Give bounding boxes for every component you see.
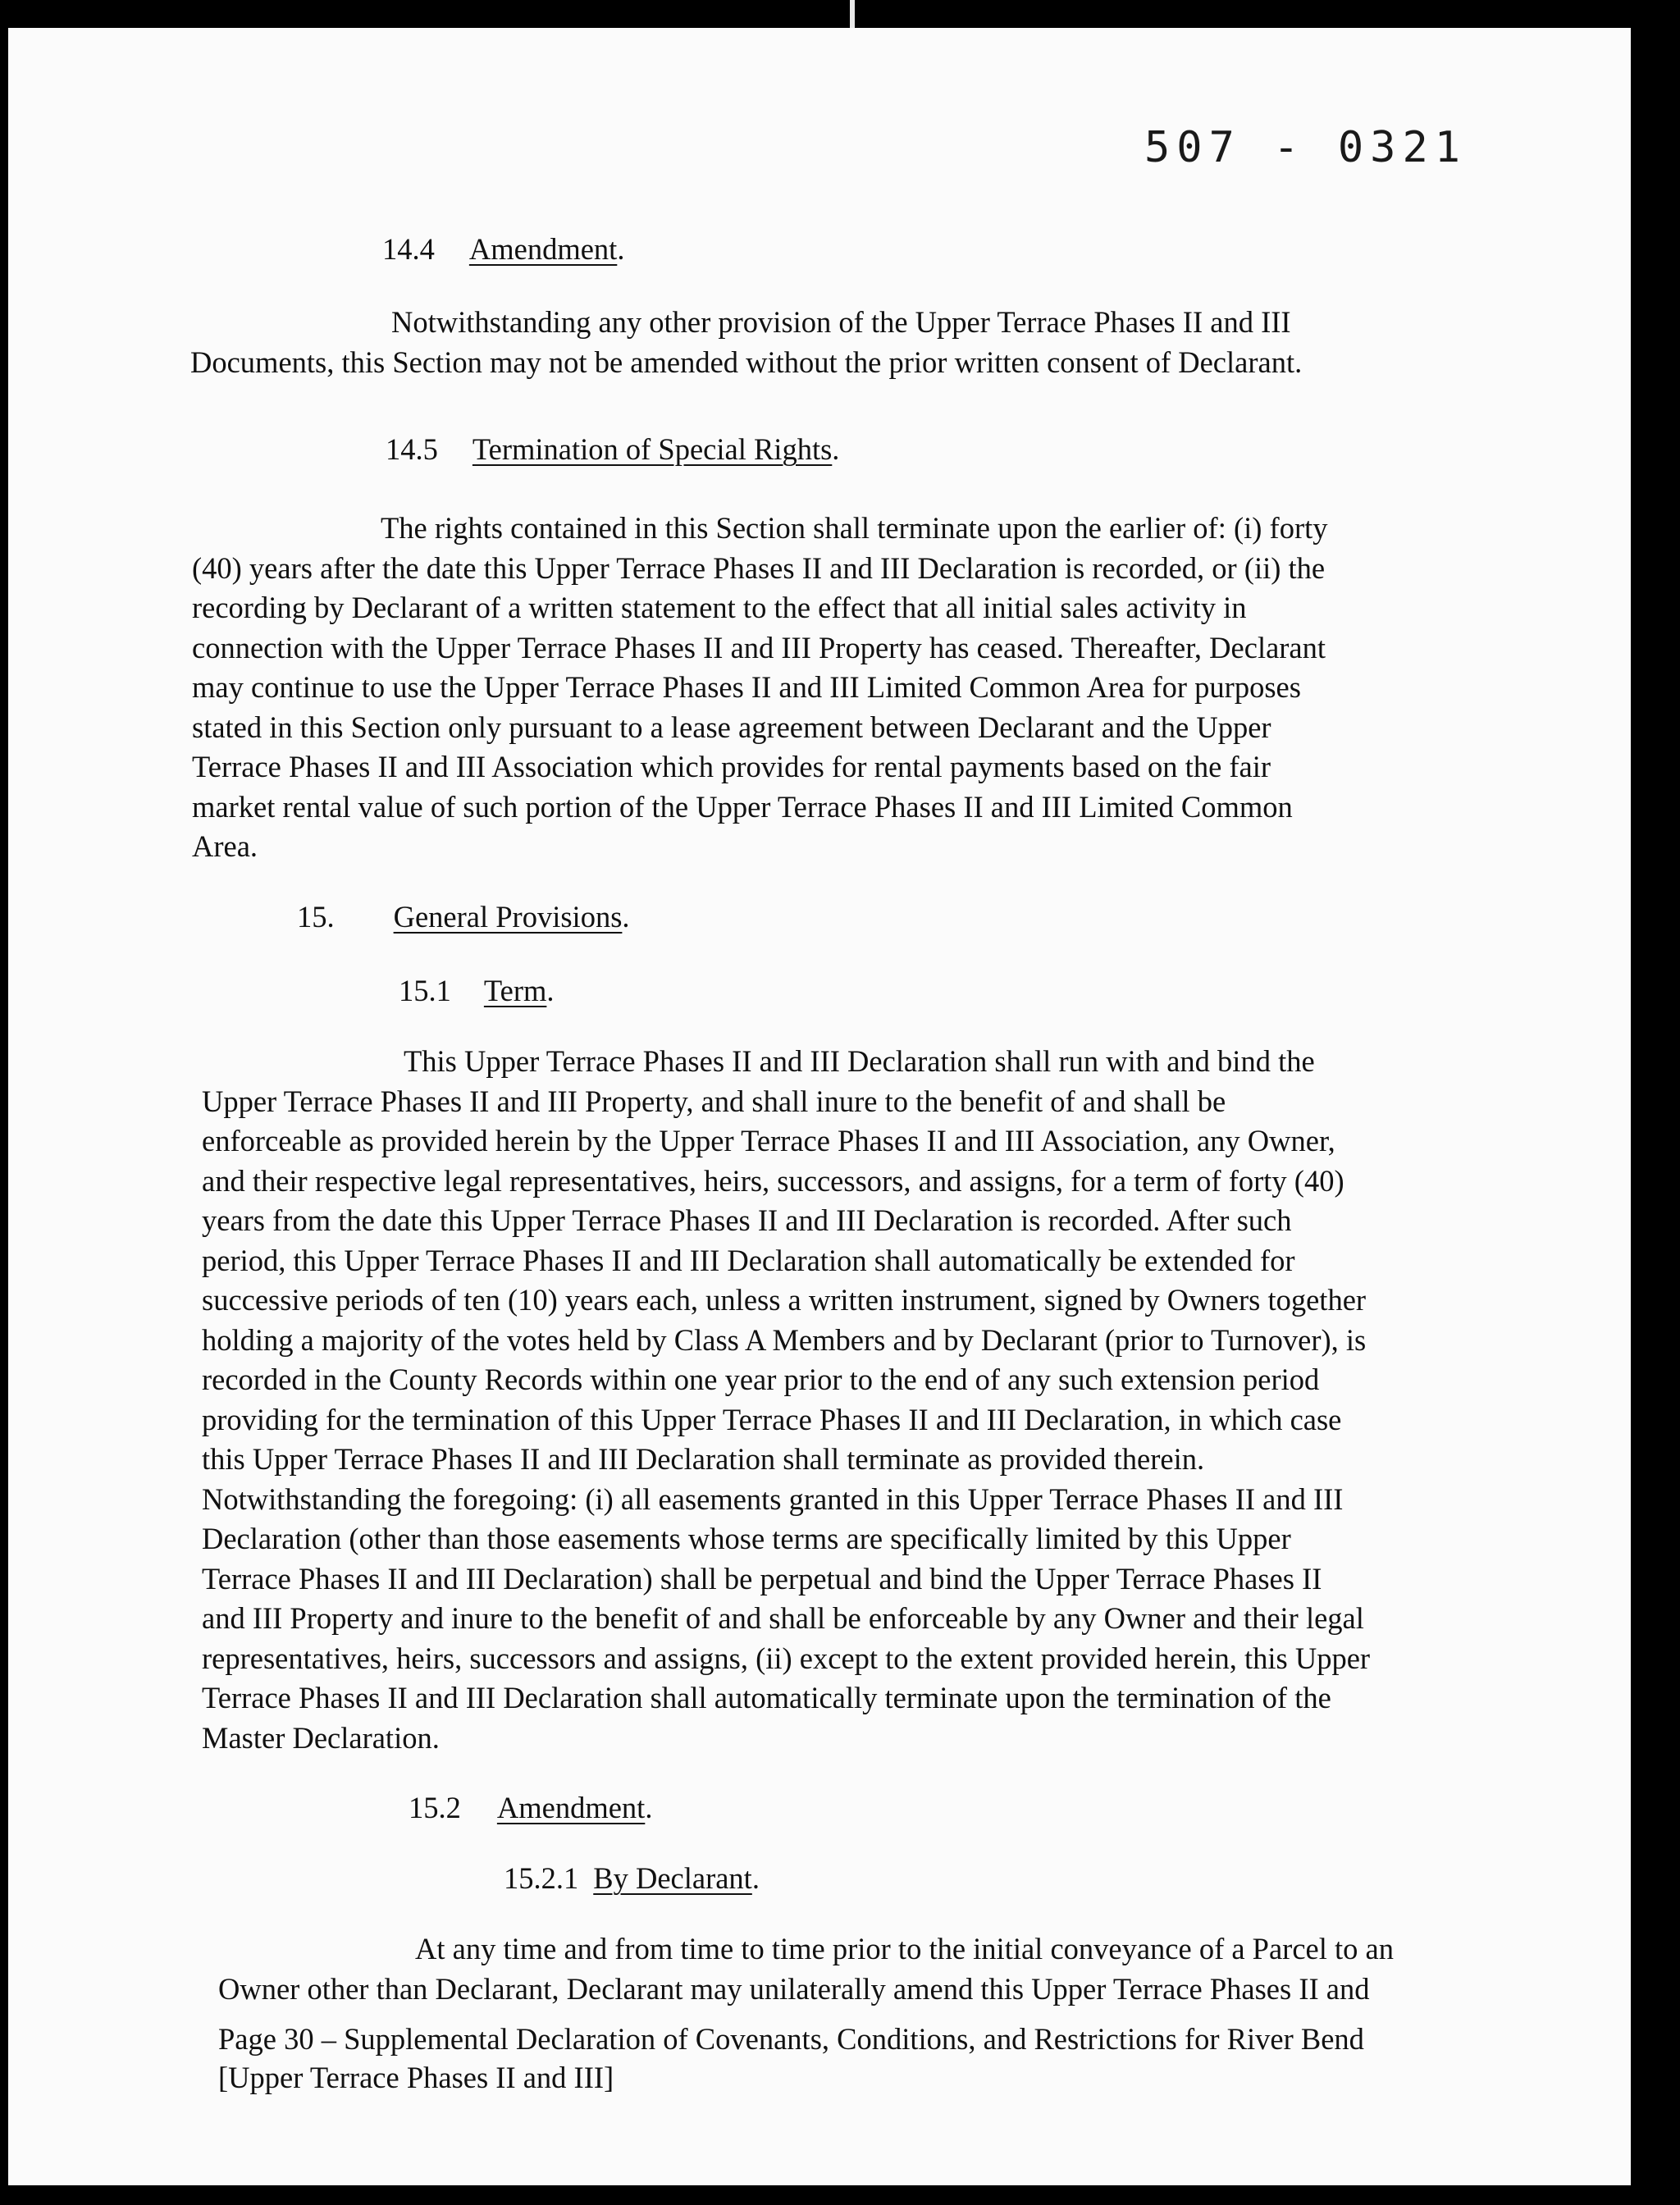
paragraph-line: Notwithstanding any other provision of the Upper Terrace Phases II and III xyxy=(391,305,1291,339)
section-15-2-heading xyxy=(409,1788,652,1828)
heading-suffix: . xyxy=(546,974,555,1007)
paragraph-line: Owner other than Declarant, Declarant may unilaterally amend this Upper Terrace Phases II and xyxy=(218,1971,1370,2006)
paragraph-line: connection with the Upper Terrace Phases II and III Property has ceased. Thereafter, Declarant xyxy=(192,630,1326,664)
paragraph-line: recorded in the County Records within one year prior to the end of any such extension period xyxy=(202,1363,1320,1396)
paragraph-line: successive periods of ten (10) years each, unless a written instrument, signed by Owners together xyxy=(202,1283,1367,1317)
paragraph-line: and III Property and inure to the benefit of and shall be enforceable by any Owner and their legal xyxy=(202,1601,1364,1635)
heading-suffix: . xyxy=(832,432,840,466)
heading-title: Termination of Special Rights xyxy=(472,432,833,466)
heading-title: Amendment xyxy=(496,1791,646,1824)
paragraph-line: Master Declaration. xyxy=(202,1720,440,1755)
section-14-5-heading xyxy=(386,430,839,470)
paragraph-line: Notwithstanding the foregoing: (i) all easements granted in this Upper Terrace Phases II and III xyxy=(202,1481,1344,1516)
section-15-2-1-paragraph xyxy=(218,1929,1394,2009)
paragraph-line: This Upper Terrace Phases II and III Declaration shall run with and bind the xyxy=(404,1044,1315,1078)
paragraph-line: recording by Declarant of a written statement to the effect that all initial sales activity in xyxy=(192,591,1247,624)
paragraph-line: market rental value of such portion of the Upper Terrace Phases II and III Limited Common xyxy=(192,789,1293,824)
heading-number: 14.4 xyxy=(382,232,435,266)
heading-number: 15. xyxy=(297,900,335,934)
paragraph-line: Documents, this Section may not be amended without the prior written consent of Declarant. xyxy=(190,345,1303,379)
heading-number: 15.2.1 xyxy=(504,1861,579,1895)
paragraph-line: Area. xyxy=(192,829,258,863)
scan-bottom-border xyxy=(0,2185,1680,2205)
heading-suffix: . xyxy=(645,1791,653,1824)
section-15-2-1-heading xyxy=(504,1859,760,1899)
footer-line: Page 30 – Supplemental Declaration of Covenants, Conditions, and Restrictions for River Bend xyxy=(218,2022,1364,2056)
paragraph-line: holding a majority of the votes held by Class A Members and by Declarant (prior to Turnover), is xyxy=(202,1322,1367,1357)
footer-line: [Upper Terrace Phases II and III] xyxy=(218,2061,614,2094)
paragraph-line: providing for the termination of this Upper Terrace Phases II and III Declaration, in which case xyxy=(202,1402,1342,1436)
paragraph-line: Declaration (other than those easements whose terms are specifically limited by this Upper xyxy=(202,1522,1291,1555)
heading-number: 15.1 xyxy=(399,974,451,1007)
heading-number: 15.2 xyxy=(409,1791,461,1824)
paragraph-line: Upper Terrace Phases II and III Property, and shall inure to the benefit of and shall be xyxy=(202,1084,1226,1118)
section-14-4-paragraph xyxy=(190,303,1302,382)
paragraph-line: At any time and from time to time prior to the initial conveyance of a Parcel to an xyxy=(415,1932,1394,1965)
document-page xyxy=(8,28,1631,2185)
page-stamp-number: 507 - 0321 xyxy=(1144,123,1468,172)
heading-title: Term xyxy=(483,974,547,1007)
paragraph-line: (40) years after the date this Upper Terrace Phases II and III Declaration is recorded, or (ii) the xyxy=(192,550,1326,585)
paragraph-line: may continue to use the Upper Terrace Phases II and III Limited Common Area for purposes xyxy=(192,670,1301,704)
heading-title: General Provisions xyxy=(393,900,623,934)
paragraph-line: Terrace Phases II and III Association which provides for rental payments based on the fair xyxy=(192,750,1271,783)
section-15-heading xyxy=(297,897,630,938)
paragraph-line: years from the date this Upper Terrace Phases II and III Declaration is recorded. After such xyxy=(202,1203,1292,1237)
paragraph-line: stated in this Section only pursuant to a lease agreement between Declarant and the Upper xyxy=(192,710,1271,744)
heading-suffix: . xyxy=(617,232,625,266)
section-15-1-paragraph xyxy=(202,1042,1370,1758)
paragraph-line: The rights contained in this Section shall terminate upon the earlier of: (i) forty xyxy=(381,511,1328,545)
heading-suffix: . xyxy=(751,1861,760,1895)
heading-title: Amendment xyxy=(468,232,618,266)
scan-top-border xyxy=(0,0,1680,28)
paragraph-line: Terrace Phases II and III Declaration shall automatically terminate upon the termination of the xyxy=(202,1681,1331,1714)
paragraph-line: representatives, heirs, successors and assigns, (ii) except to the extent provided herein, this Upper xyxy=(202,1641,1371,1675)
heading-title: By Declarant xyxy=(593,1861,752,1895)
section-15-1-heading xyxy=(399,971,555,1011)
paragraph-line: Terrace Phases II and III Declaration) shall be perpetual and bind the Upper Terrace Phases II xyxy=(202,1561,1322,1596)
heading-suffix: . xyxy=(622,900,630,934)
paragraph-line: this Upper Terrace Phases II and III Declaration shall terminate as provided therein. xyxy=(202,1442,1205,1476)
paragraph-line: period, this Upper Terrace Phases II and III Declaration shall automatically be extended for xyxy=(202,1243,1295,1277)
scan-gap xyxy=(850,0,855,28)
heading-number: 14.5 xyxy=(386,432,438,466)
paragraph-line: enforceable as provided herein by the Upper Terrace Phases II and III Association, any Owner, xyxy=(202,1124,1335,1157)
page-footer xyxy=(218,2020,1364,2097)
paragraph-line: and their respective legal representatives, heirs, successors, and assigns, for a term of forty (40) xyxy=(202,1163,1344,1198)
section-14-4-heading xyxy=(382,230,624,270)
section-14-5-paragraph xyxy=(192,509,1328,867)
